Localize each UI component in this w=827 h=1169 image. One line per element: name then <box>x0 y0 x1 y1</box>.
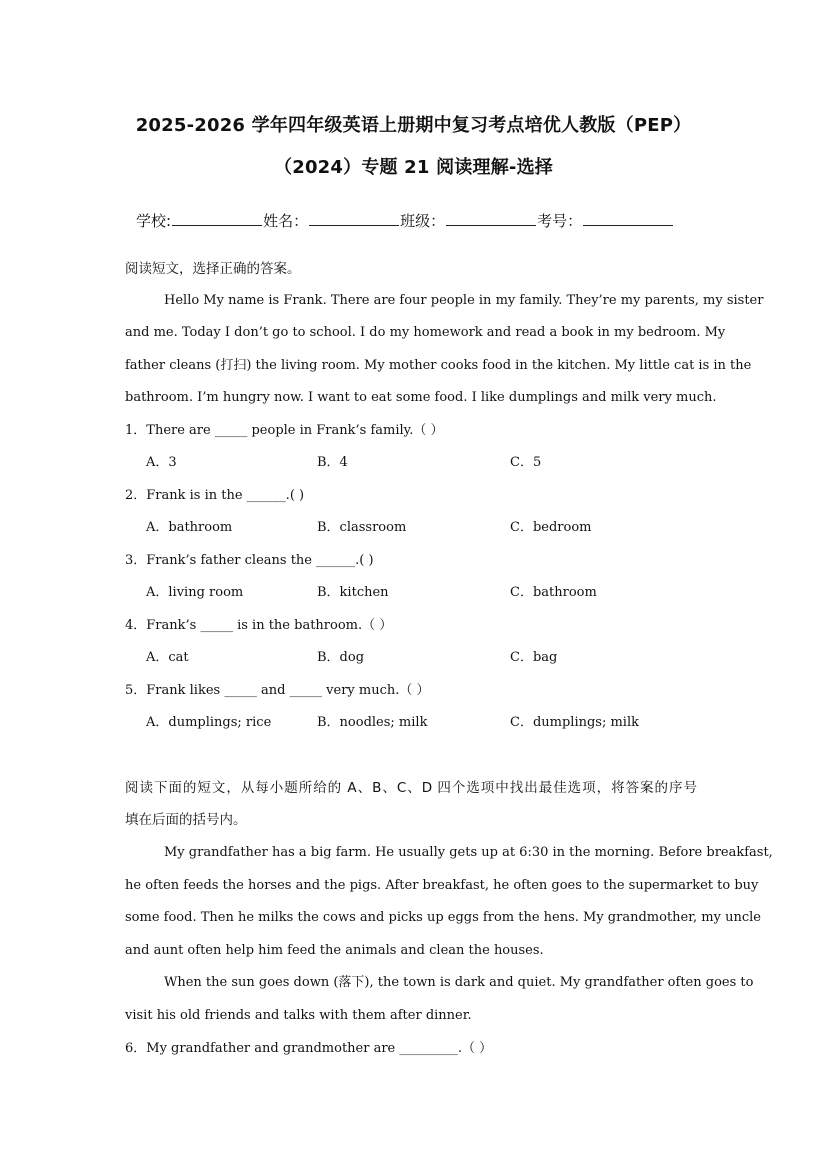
passage2-line: he often feeds the horses and the pigs. After breakfast, he often goes to the supermarket to buy <box>125 878 759 893</box>
question-stem: 6．My grandfather and grandmother are _________.（ ） <box>125 1041 493 1056</box>
school-field[interactable] <box>172 211 262 226</box>
number-field[interactable] <box>583 211 673 226</box>
class-field[interactable] <box>446 211 536 226</box>
section1-instruction: 阅读短文，选择正确的答案。 <box>125 261 301 277</box>
passage2-line: and aunt often help him feed the animals and clean the houses. <box>125 943 544 958</box>
question-stem: 2．Frank is in the ______.( ) <box>125 488 305 503</box>
page-title-line2: （2024）专题 21 阅读理解-选择 <box>274 157 553 178</box>
option-b[interactable]: B．noodles; milk <box>317 715 428 730</box>
student-info-row <box>136 210 674 231</box>
name-field[interactable] <box>309 211 399 226</box>
option-b[interactable]: B．classroom <box>317 520 407 535</box>
question-stem: 3．Frank’s father cleans the ______.( ) <box>125 553 374 568</box>
option-a[interactable]: A．cat <box>146 650 189 665</box>
option-b[interactable]: B．4 <box>317 455 348 470</box>
section2-instruction: 填在后面的括号内。 <box>125 812 247 828</box>
option-b[interactable]: B．dog <box>317 650 365 665</box>
option-c[interactable]: C．bathroom <box>510 585 597 600</box>
passage1-line: Hello My name is Frank. There are four people in my family. They’re my parents, my sister <box>164 293 764 308</box>
school-label: 学校: <box>136 212 172 230</box>
passage2-line: When the sun goes down (落下), the town is dark and quiet. My grandfather often goes to <box>164 975 754 990</box>
option-c[interactable]: C．bag <box>510 650 558 665</box>
passage2-line: visit his old friends and talks with them after dinner. <box>125 1008 472 1023</box>
question-stem: 5．Frank likes _____ and _____ very much.（ ） <box>125 683 430 698</box>
number-label: 考号： <box>537 212 583 230</box>
section2-instruction: 阅读下面的短文，从每小题所给的 A、B、C、D 四个选项中找出最佳选项，将答案的序号 <box>125 780 697 796</box>
question-stem: 4．Frank’s _____ is in the bathroom.（ ） <box>125 618 393 633</box>
passage1-line: and me. Today I don’t go to school. I do my homework and read a book in my bedroom. My <box>125 325 726 340</box>
option-a[interactable]: A．living room <box>146 585 244 600</box>
option-a[interactable]: A．dumplings; rice <box>146 715 272 730</box>
option-b[interactable]: B．kitchen <box>317 585 389 600</box>
page-title-line1: 2025-2026 学年四年级英语上册期中复习考点培优人教版（PEP） <box>135 115 692 136</box>
option-c[interactable]: C．5 <box>510 455 542 470</box>
option-c[interactable]: C．dumplings; milk <box>510 715 640 730</box>
option-a[interactable]: A．bathroom <box>146 520 233 535</box>
class-label: 班级： <box>400 212 446 230</box>
name-label: 姓名： <box>263 212 309 230</box>
question-stem: 1．There are _____ people in Frank’s family.（ ） <box>125 423 444 438</box>
passage1-line: father cleans (打扫) the living room. My mother cooks food in the kitchen. My little cat is in the <box>125 358 752 373</box>
passage1-line: bathroom. I’m hungry now. I want to eat some food. I like dumplings and milk very much. <box>125 390 717 405</box>
passage2-line: My grandfather has a big farm. He usually gets up at 6:30 in the morning. Before breakfast, <box>164 845 773 860</box>
option-a[interactable]: A．3 <box>146 455 177 470</box>
passage2-line: some food. Then he milks the cows and picks up eggs from the hens. My grandmother, my uncle <box>125 910 761 925</box>
option-c[interactable]: C．bedroom <box>510 520 592 535</box>
